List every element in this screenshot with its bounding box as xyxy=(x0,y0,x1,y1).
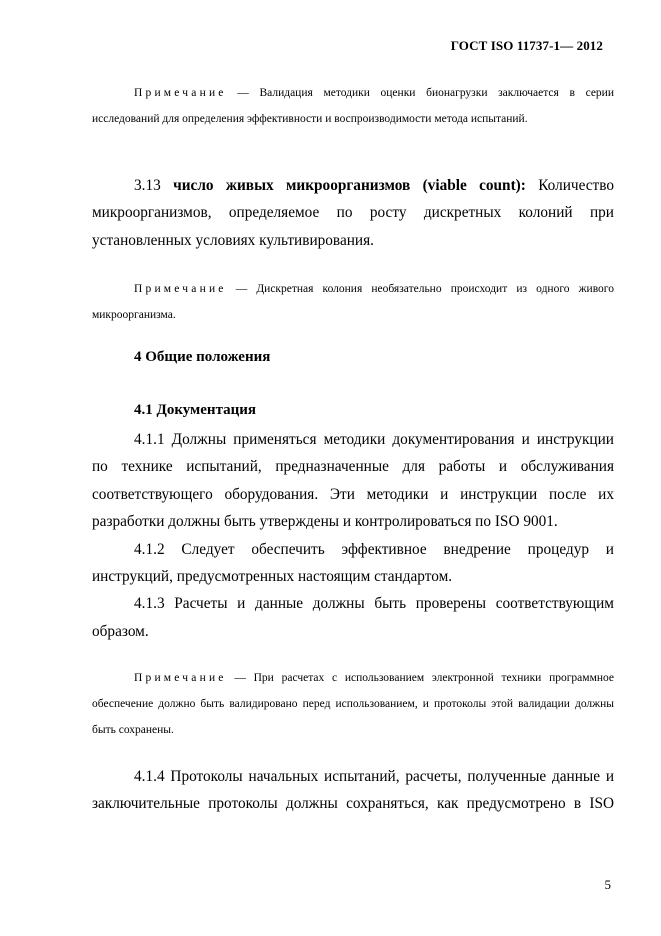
clause-3-13 xyxy=(92,172,614,254)
paragraph-4-1-4: 4.1.4 Протоколы начальных испытаний, расчеты, полученные данные и заключительные протоколы должны сохраняться, как предусмотрено в ISO xyxy=(92,768,614,813)
paragraph-4-1-2: 4.1.2 Следует обеспечить эффективное внедрение процедур и инструкций, предусмотренных настоящим стандартом. xyxy=(92,540,614,586)
note-software xyxy=(92,665,614,743)
paragraph-4-1-1: 4.1.1 Должны применяться методики документирования и инструкции по технике испытаний, предназначенные для работы и обслуживания соответствующего оборудования. Эти методики и инструкции после их разработки должны быть утверждены и контролироваться по ISO 9001. xyxy=(92,431,614,531)
section-4-1-heading: 4.1 Документация xyxy=(134,402,257,418)
note-colony-text xyxy=(92,276,614,328)
note-colony xyxy=(92,276,614,328)
clause-definition: Количество микроорганизмов, определяемое по росту дискретных колоний при установленных условиях культивирования. xyxy=(92,177,615,249)
note-validation-text xyxy=(92,80,614,132)
section-4-heading: 4 Общие положения xyxy=(134,349,271,365)
note-body: — Дискретная колония необязательно происходит из одного живого микроорганизма. xyxy=(92,283,614,321)
note-body: — Валидация методики оценки бионагрузки заключается в серии исследований для определения эффективности и воспроизводимости метода испытаний. xyxy=(92,87,614,125)
document-header: ГОСТ ISO 11737-1— 2012 xyxy=(450,38,603,53)
note-software-text xyxy=(92,665,614,743)
section-4-1-4-body xyxy=(92,763,614,818)
clause-3-13-paragraph xyxy=(92,172,614,254)
page-number: 5 xyxy=(604,877,611,892)
clause-term: число живых микроорганизмов (viable count): xyxy=(173,177,526,194)
note-label: Примечание xyxy=(134,283,227,295)
note-label: Примечание xyxy=(134,672,227,684)
note-label: Примечание xyxy=(134,87,227,99)
note-body: — При расчетах с использованием электронной техники программное обеспечение должно быть валидировано перед использованием, и протоколы этой валидации должны быть сохранены. xyxy=(92,672,614,736)
paragraph-4-1-3: 4.1.3 Расчеты и данные должны быть проверены соответствующим образом. xyxy=(92,595,614,640)
section-4-1-body xyxy=(92,426,614,645)
clause-number: 3.13 xyxy=(134,177,174,194)
note-validation xyxy=(92,80,614,132)
